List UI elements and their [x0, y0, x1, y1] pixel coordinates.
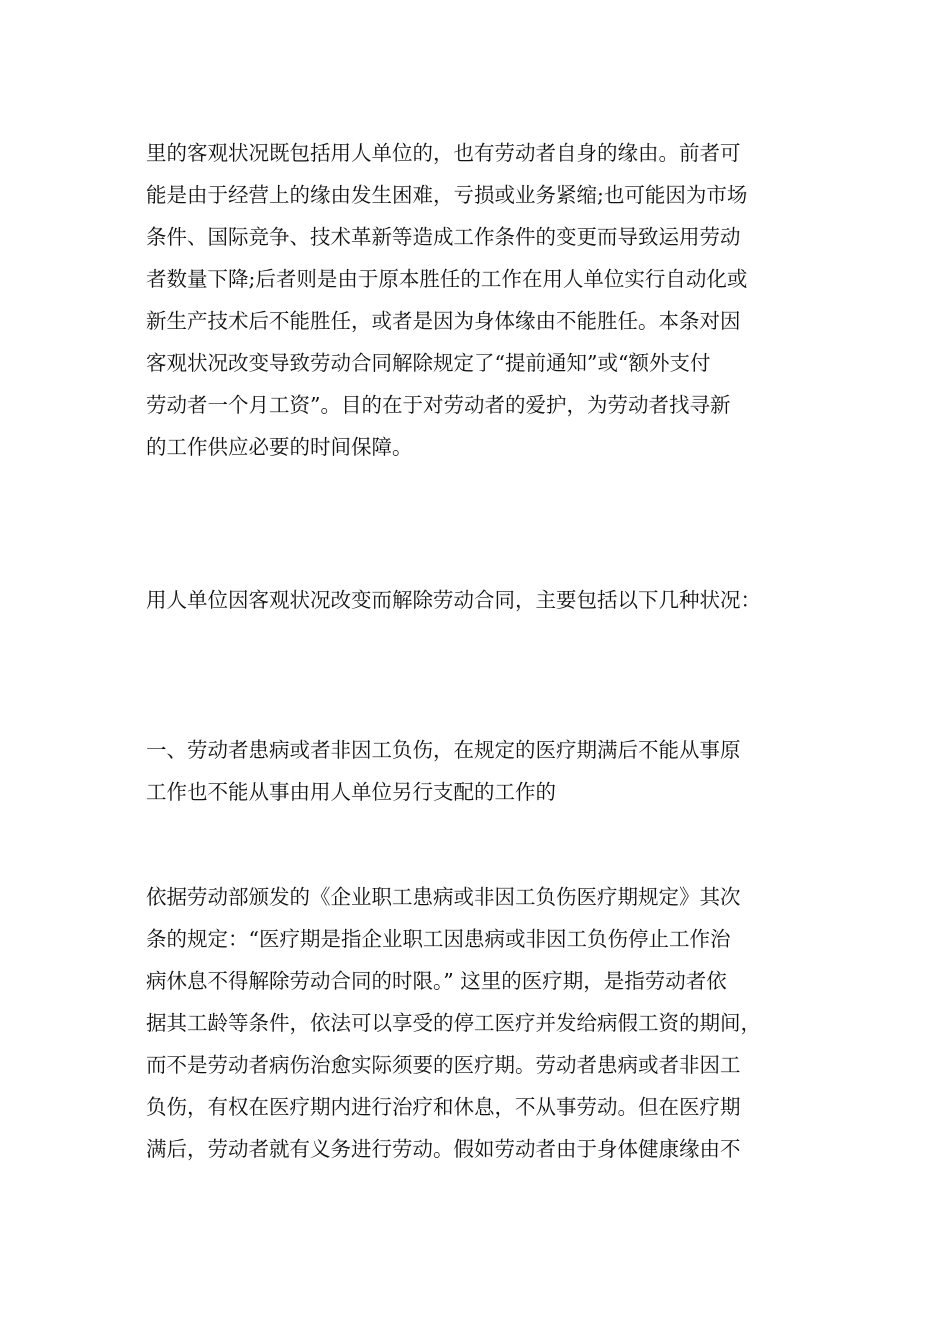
text-line: 劳动者一个月工资”。目的在于对劳动者的爱护，为劳动者找寻新 — [146, 393, 731, 417]
paragraph-situations-intro — [146, 579, 761, 621]
text-line: 依据劳动部颁发的《企业职工患病或非因工负伤医疗期规定》其次 — [146, 885, 741, 909]
text-line: 而不是劳动者病伤治愈实际须要的医疗期。劳动者患病或者非因工 — [146, 1053, 741, 1077]
paragraph-medical-period — [146, 876, 761, 1170]
text-line: 客观状况改变导致劳动合同解除规定了“提前通知”或“额外支付 — [146, 351, 711, 375]
text-line: 工作也不能从事由用人单位另行支配的工作的 — [146, 780, 556, 804]
paragraph-objective-circumstances — [146, 132, 747, 468]
text-line: 病休息不得解除劳动合同的时限。” 这里的医疗期，是指劳动者依 — [146, 969, 727, 993]
text-line: 里的客观状况既包括用人单位的，也有劳动者自身的缘由。前者可 — [146, 141, 741, 165]
text-line: 新生产技术后不能胜任，或者是因为身体缘由不能胜任。本条对因 — [146, 309, 741, 333]
text-line: 者数量下降;后者则是由于原本胜任的工作在用人单位实行自动化或 — [146, 267, 748, 291]
text-line: 满后，劳动者就有义务进行劳动。假如劳动者由于身体健康缘由不 — [146, 1137, 741, 1161]
section-heading-one — [146, 729, 741, 813]
text-line: 能是由于经营上的缘由发生困难，亏损或业务紧缩;也可能因为市场 — [146, 183, 748, 207]
text-line: 条的规定：“医疗期是指企业职工因患病或非因工负伤停止工作治 — [146, 927, 731, 951]
text-line: 据其工龄等条件，依法可以享受的停工医疗并发给病假工资的期间， — [146, 1011, 761, 1035]
text-line: 负伤，有权在医疗期内进行治疗和休息，不从事劳动。但在医疗期 — [146, 1095, 741, 1119]
text-line: 的工作供应必要的时间保障。 — [146, 435, 413, 459]
text-line: 条件、国际竞争、技术革新等造成工作条件的变更而导致运用劳动 — [146, 225, 741, 249]
text-line: 用人单位因客观状况改变而解除劳动合同，主要包括以下几种状况： — [146, 588, 761, 612]
text-line: 一、劳动者患病或者非因工负伤，在规定的医疗期满后不能从事原 — [146, 738, 741, 762]
